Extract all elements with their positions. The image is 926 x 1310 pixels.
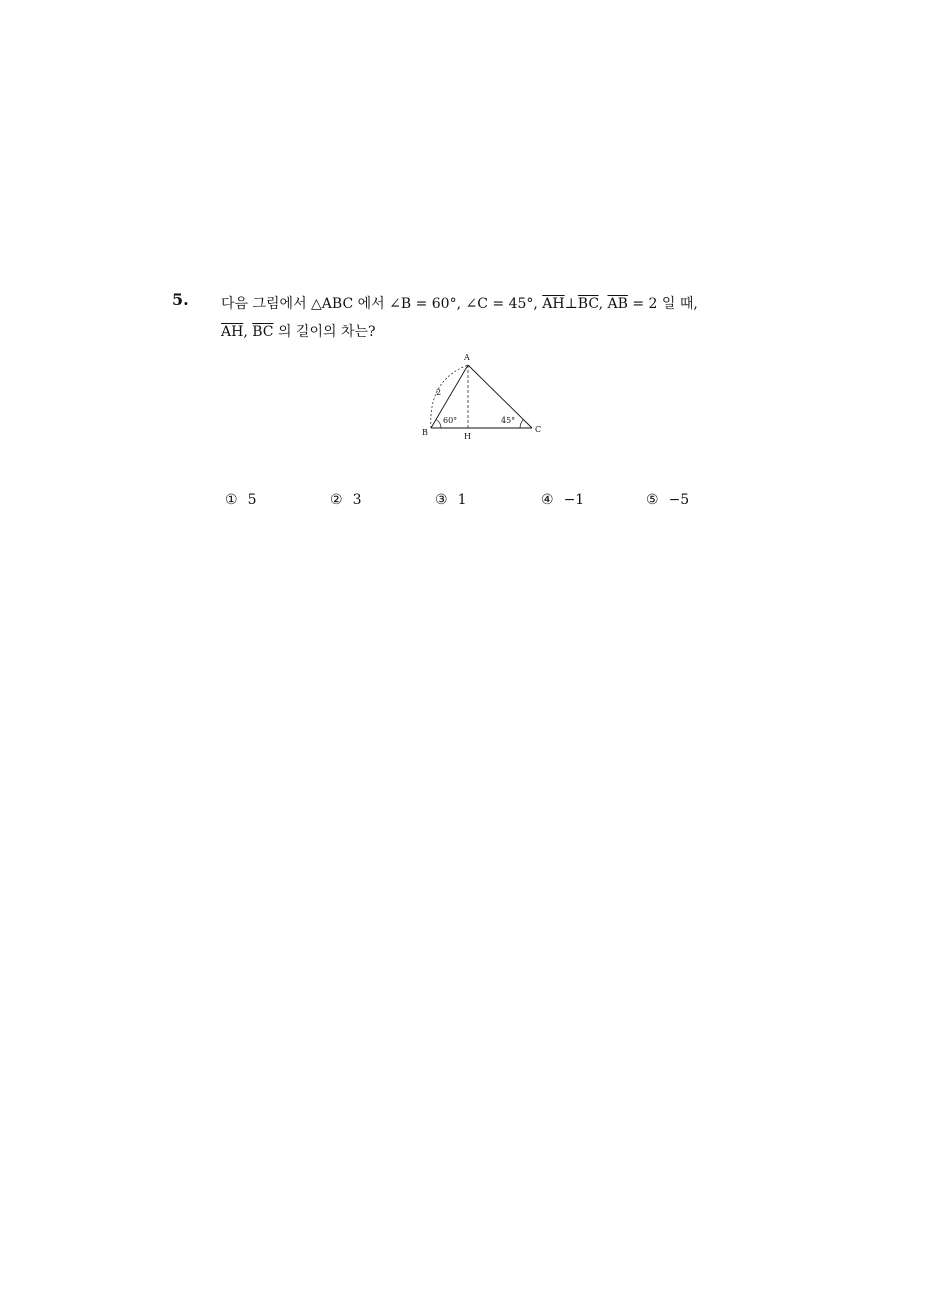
choice-2[interactable]	[330, 492, 361, 508]
question-line-2-end: 의 길이의 차는?	[273, 324, 376, 340]
choice-1[interactable]	[225, 492, 256, 508]
choice-4[interactable]	[541, 492, 584, 508]
label-b: B	[422, 428, 428, 437]
question-line-2	[221, 318, 761, 346]
segment-bc: $\overline{BC}$	[577, 296, 599, 312]
choice-5[interactable]	[646, 492, 689, 508]
choice-value: 5	[247, 492, 257, 508]
separator: ,	[243, 324, 253, 340]
separator: ,	[598, 296, 608, 312]
choice-mark: ①	[225, 492, 238, 508]
choice-value: −1	[563, 492, 585, 508]
side-ac	[468, 365, 532, 428]
label-side-ab: 2	[436, 388, 442, 397]
angle-arc-c	[520, 420, 524, 429]
choice-value: −5	[668, 492, 690, 508]
question-line-1-end: = 2 일 때,	[627, 296, 698, 312]
segment-ah: $\overline{AH}$	[221, 324, 244, 340]
triangle-figure	[416, 350, 550, 446]
question-line-1	[221, 290, 761, 318]
segment-ab: $\overline{AB}$	[607, 296, 628, 312]
angle-arc-b	[436, 420, 441, 429]
choice-mark: ⑤	[646, 492, 659, 508]
question-line-1-text: 다음 그림에서 △ABC 에서 ∠B = 60°, ∠C = 45°,	[221, 296, 543, 312]
question-number: 5.	[172, 290, 189, 309]
choice-3[interactable]	[435, 492, 466, 508]
label-angle-c: 45°	[501, 416, 516, 425]
label-h: H	[464, 432, 471, 441]
question-text	[221, 290, 761, 346]
segment-bc: $\overline{BC}$	[252, 324, 274, 340]
choice-mark: ④	[541, 492, 554, 508]
segment-ah: $\overline{AH}$	[542, 296, 565, 312]
label-a: A	[464, 353, 470, 362]
choice-mark: ③	[435, 492, 448, 508]
choice-value: 3	[352, 492, 362, 508]
label-angle-b: 60°	[443, 416, 458, 425]
perpendicular-symbol: ⊥	[564, 296, 578, 312]
choice-mark: ②	[330, 492, 343, 508]
choice-value: 1	[457, 492, 467, 508]
answer-choices	[225, 492, 785, 514]
label-c: C	[535, 425, 542, 434]
